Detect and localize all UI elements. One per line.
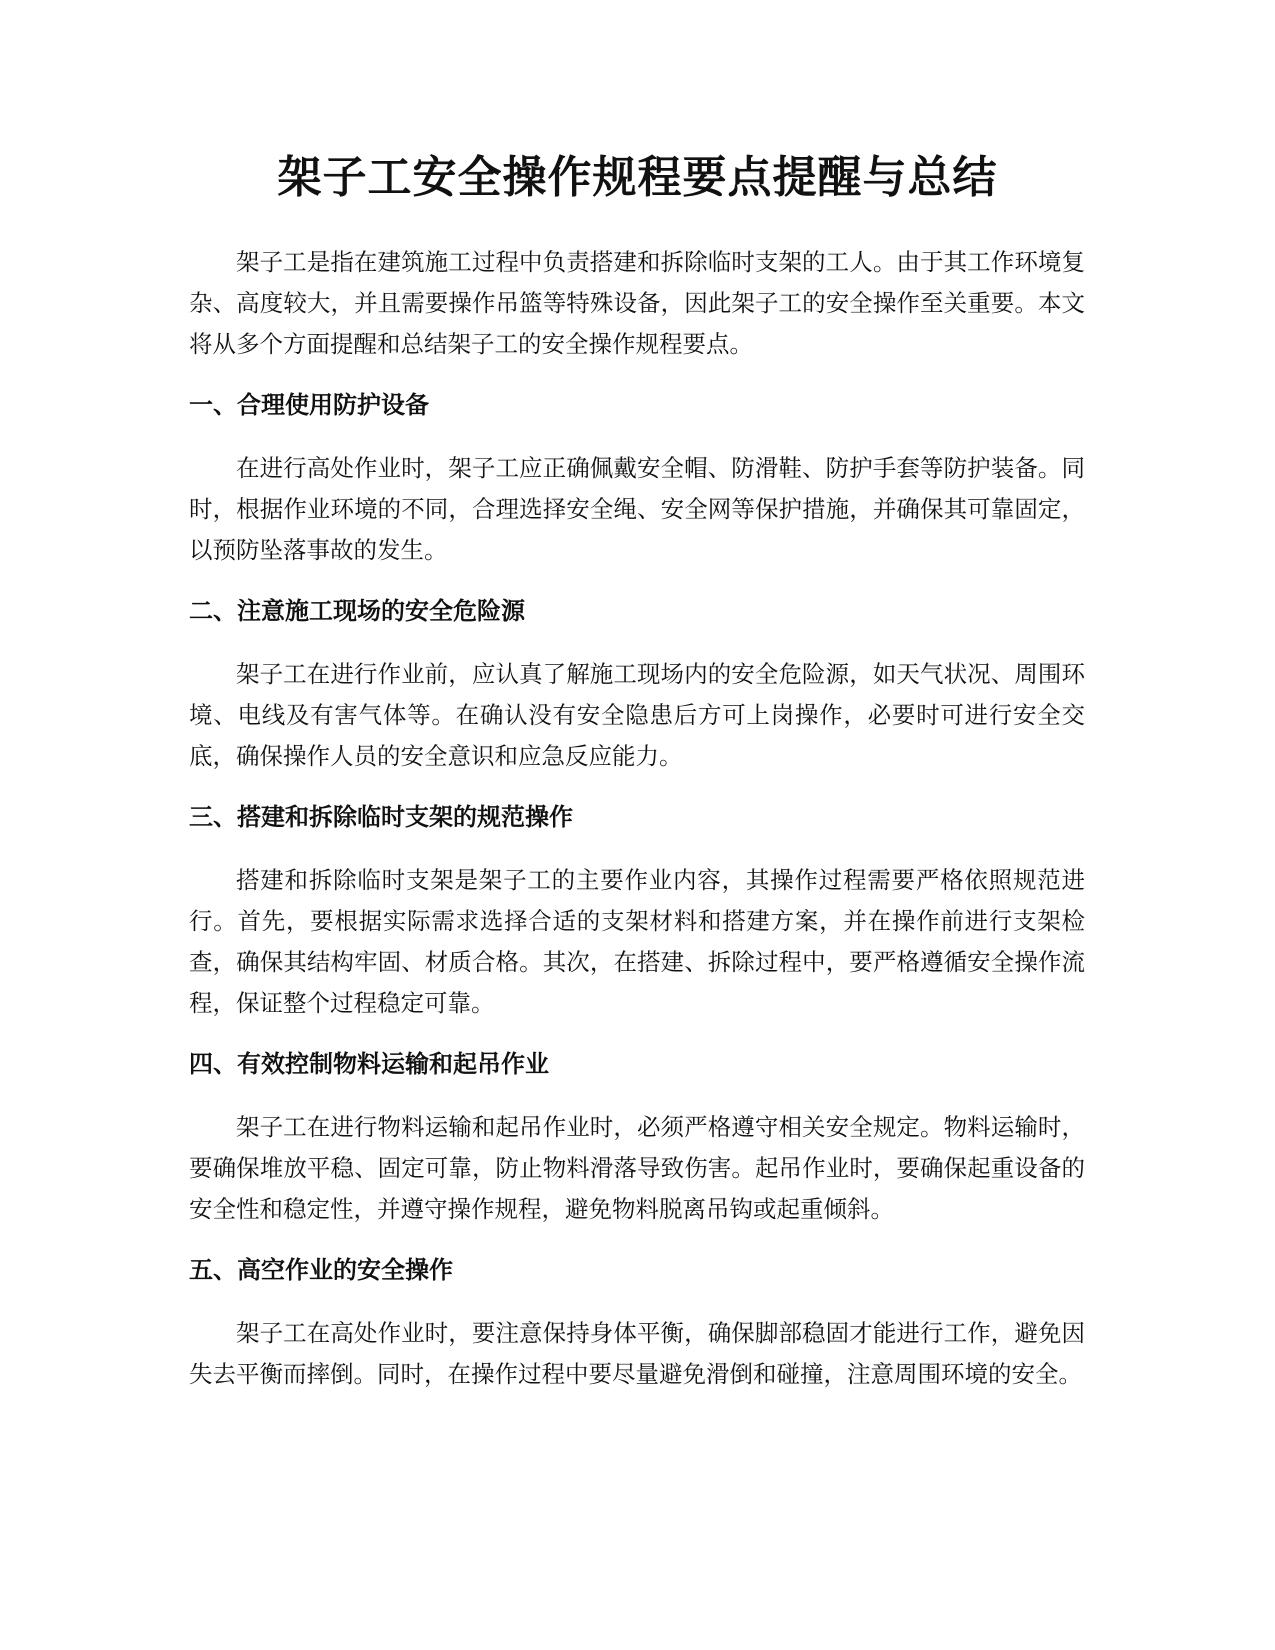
document-body bbox=[189, 242, 1085, 1395]
intro-paragraph: 架子工是指在建筑施工过程中负责搭建和拆除临时支架的工人。由于其工作环境复杂、高度较大，并且需要操作吊篮等特殊设备，因此架子工的安全操作至关重要。本文将从多个方面提醒和总结架子工的安全操作规程要点。 bbox=[189, 248, 1085, 358]
section-paragraph-1: 在进行高处作业时，架子工应正确佩戴安全帽、防滑鞋、防护手套等防护装备。同时，根据作业环境的不同，合理选择安全绳、安全网等保护措施，并确保其可靠固定，以预防坠落事故的发生。 bbox=[189, 454, 1085, 564]
section-heading-4: 四、有效控制物料运输和起吊作业 bbox=[189, 1050, 549, 1078]
section-paragraph-5: 架子工在高处作业时，要注意保持身体平衡，确保脚部稳固才能进行工作，避免因失去平衡而摔倒。同时，在操作过程中要尽量避免滑倒和碰撞，注意周围环境的安全。 bbox=[189, 1319, 1085, 1388]
section-heading-3: 三、搭建和拆除临时支架的规范操作 bbox=[189, 803, 573, 831]
section-heading-1: 一、合理使用防护设备 bbox=[189, 391, 429, 419]
section-heading-5: 五、高空作业的安全操作 bbox=[189, 1256, 453, 1284]
document-title: 架子工安全操作规程要点提醒与总结 bbox=[277, 152, 998, 203]
section-paragraph-2: 架子工在进行作业前，应认真了解施工现场内的安全危险源，如天气状况、周围环境、电线及有害气体等。在确认没有安全隐患后方可上岗操作，必要时可进行安全交底，确保操作人员的安全意识和应急反应能力。 bbox=[189, 660, 1085, 770]
section-paragraph-3: 搭建和拆除临时支架是架子工的主要作业内容，其操作过程需要严格依照规范进行。首先，要根据实际需求选择合适的支架材料和搭建方案，并在操作前进行支架检查，确保其结构牢固、材质合格。其次，在搭建、拆除过程中，要严格遵循安全操作流程，保证整个过程稳定可靠。 bbox=[189, 866, 1085, 1017]
section-paragraph-4: 架子工在进行物料运输和起吊作业时，必须严格遵守相关安全规定。物料运输时，要确保堆放平稳、固定可靠，防止物料滑落导致伤害。起吊作业时，要确保起重设备的安全性和稳定性，并遵守操作规程，避免物料脱离吊钩或起重倾斜。 bbox=[189, 1113, 1085, 1223]
section-heading-2: 二、注意施工现场的安全危险源 bbox=[189, 597, 525, 625]
